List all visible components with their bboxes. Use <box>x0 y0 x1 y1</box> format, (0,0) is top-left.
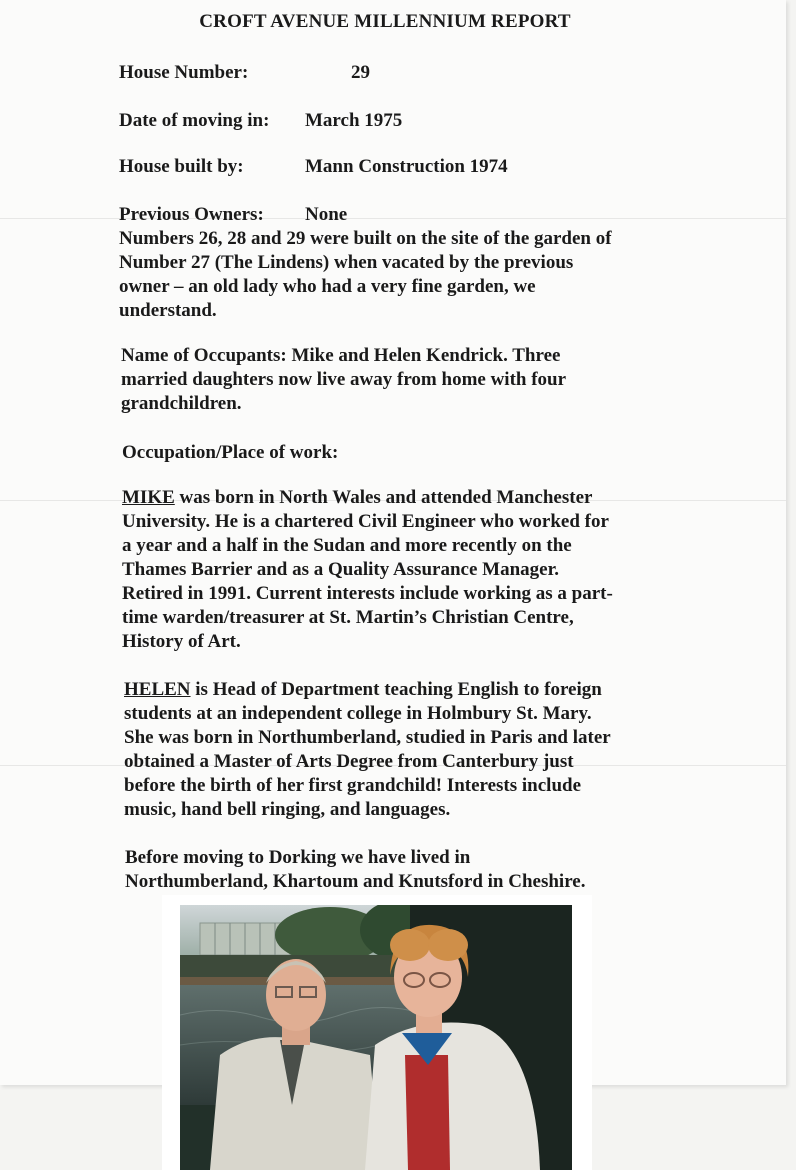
built-by-label: House built by: <box>119 156 244 177</box>
date-moving-in-row <box>119 110 402 132</box>
couple-photo-image <box>180 905 572 1170</box>
mike-paragraph <box>122 486 692 654</box>
built-by-value: Mann Construction 1974 <box>305 156 508 177</box>
mike-text: was born in North Wales and attended Manchester University. He is a chartered Civil Engineer who worked for a year and a half in the Sudan and more recently on the Thames Barrier and as a Quality Assurance Manager. Retired in 1991. Current interests include working as a part- time warden/treasurer at St. Martin’s Christian Centre, History of Art. <box>122 487 613 652</box>
fold-line <box>0 218 786 219</box>
history-paragraph: Numbers 26, 28 and 29 were built on the site of the garden of Number 27 (The Lindens) when vacated by the previous owner – an old lady who had a very fine garden, we understand. <box>119 228 612 321</box>
house-number-row <box>119 62 370 84</box>
helen-paragraph <box>124 678 694 822</box>
date-moving-in-value: March 1975 <box>305 110 403 131</box>
occupation-heading: Occupation/Place of work: <box>122 442 339 463</box>
closing-paragraph: Before moving to Dorking we have lived in Northumberland, Khartoum and Knutsford in Cheshire. <box>125 847 586 892</box>
occupants-paragraph: Name of Occupants: Mike and Helen Kendrick. Three married daughters now live away from home with four grandchildren. <box>121 345 567 414</box>
helen-text: is Head of Department teaching English to foreign students at an independent college in Holmbury St. Mary. She was born in Northumberland, studied in Paris and later obtained a Master of Arts Degree from Canterbury just before the birth of her first grandchild! Interests include music, hand bell ringing, and languages. <box>124 679 611 820</box>
previous-owners-row <box>119 204 347 226</box>
date-moving-in-label: Date of moving in: <box>119 110 270 131</box>
previous-owners-value: None <box>305 204 348 225</box>
photo-mount <box>162 895 592 1170</box>
mike-name: MIKE <box>122 487 175 508</box>
report-title: CROFT AVENUE MILLENNIUM REPORT <box>199 11 571 32</box>
previous-owners-label: Previous Owners: <box>119 204 264 225</box>
house-number-label: House Number: <box>119 62 249 83</box>
helen-name: HELEN <box>124 679 191 700</box>
couple-photo <box>180 905 572 1170</box>
house-number-value: 29 <box>351 62 370 83</box>
built-by-row <box>119 156 508 178</box>
